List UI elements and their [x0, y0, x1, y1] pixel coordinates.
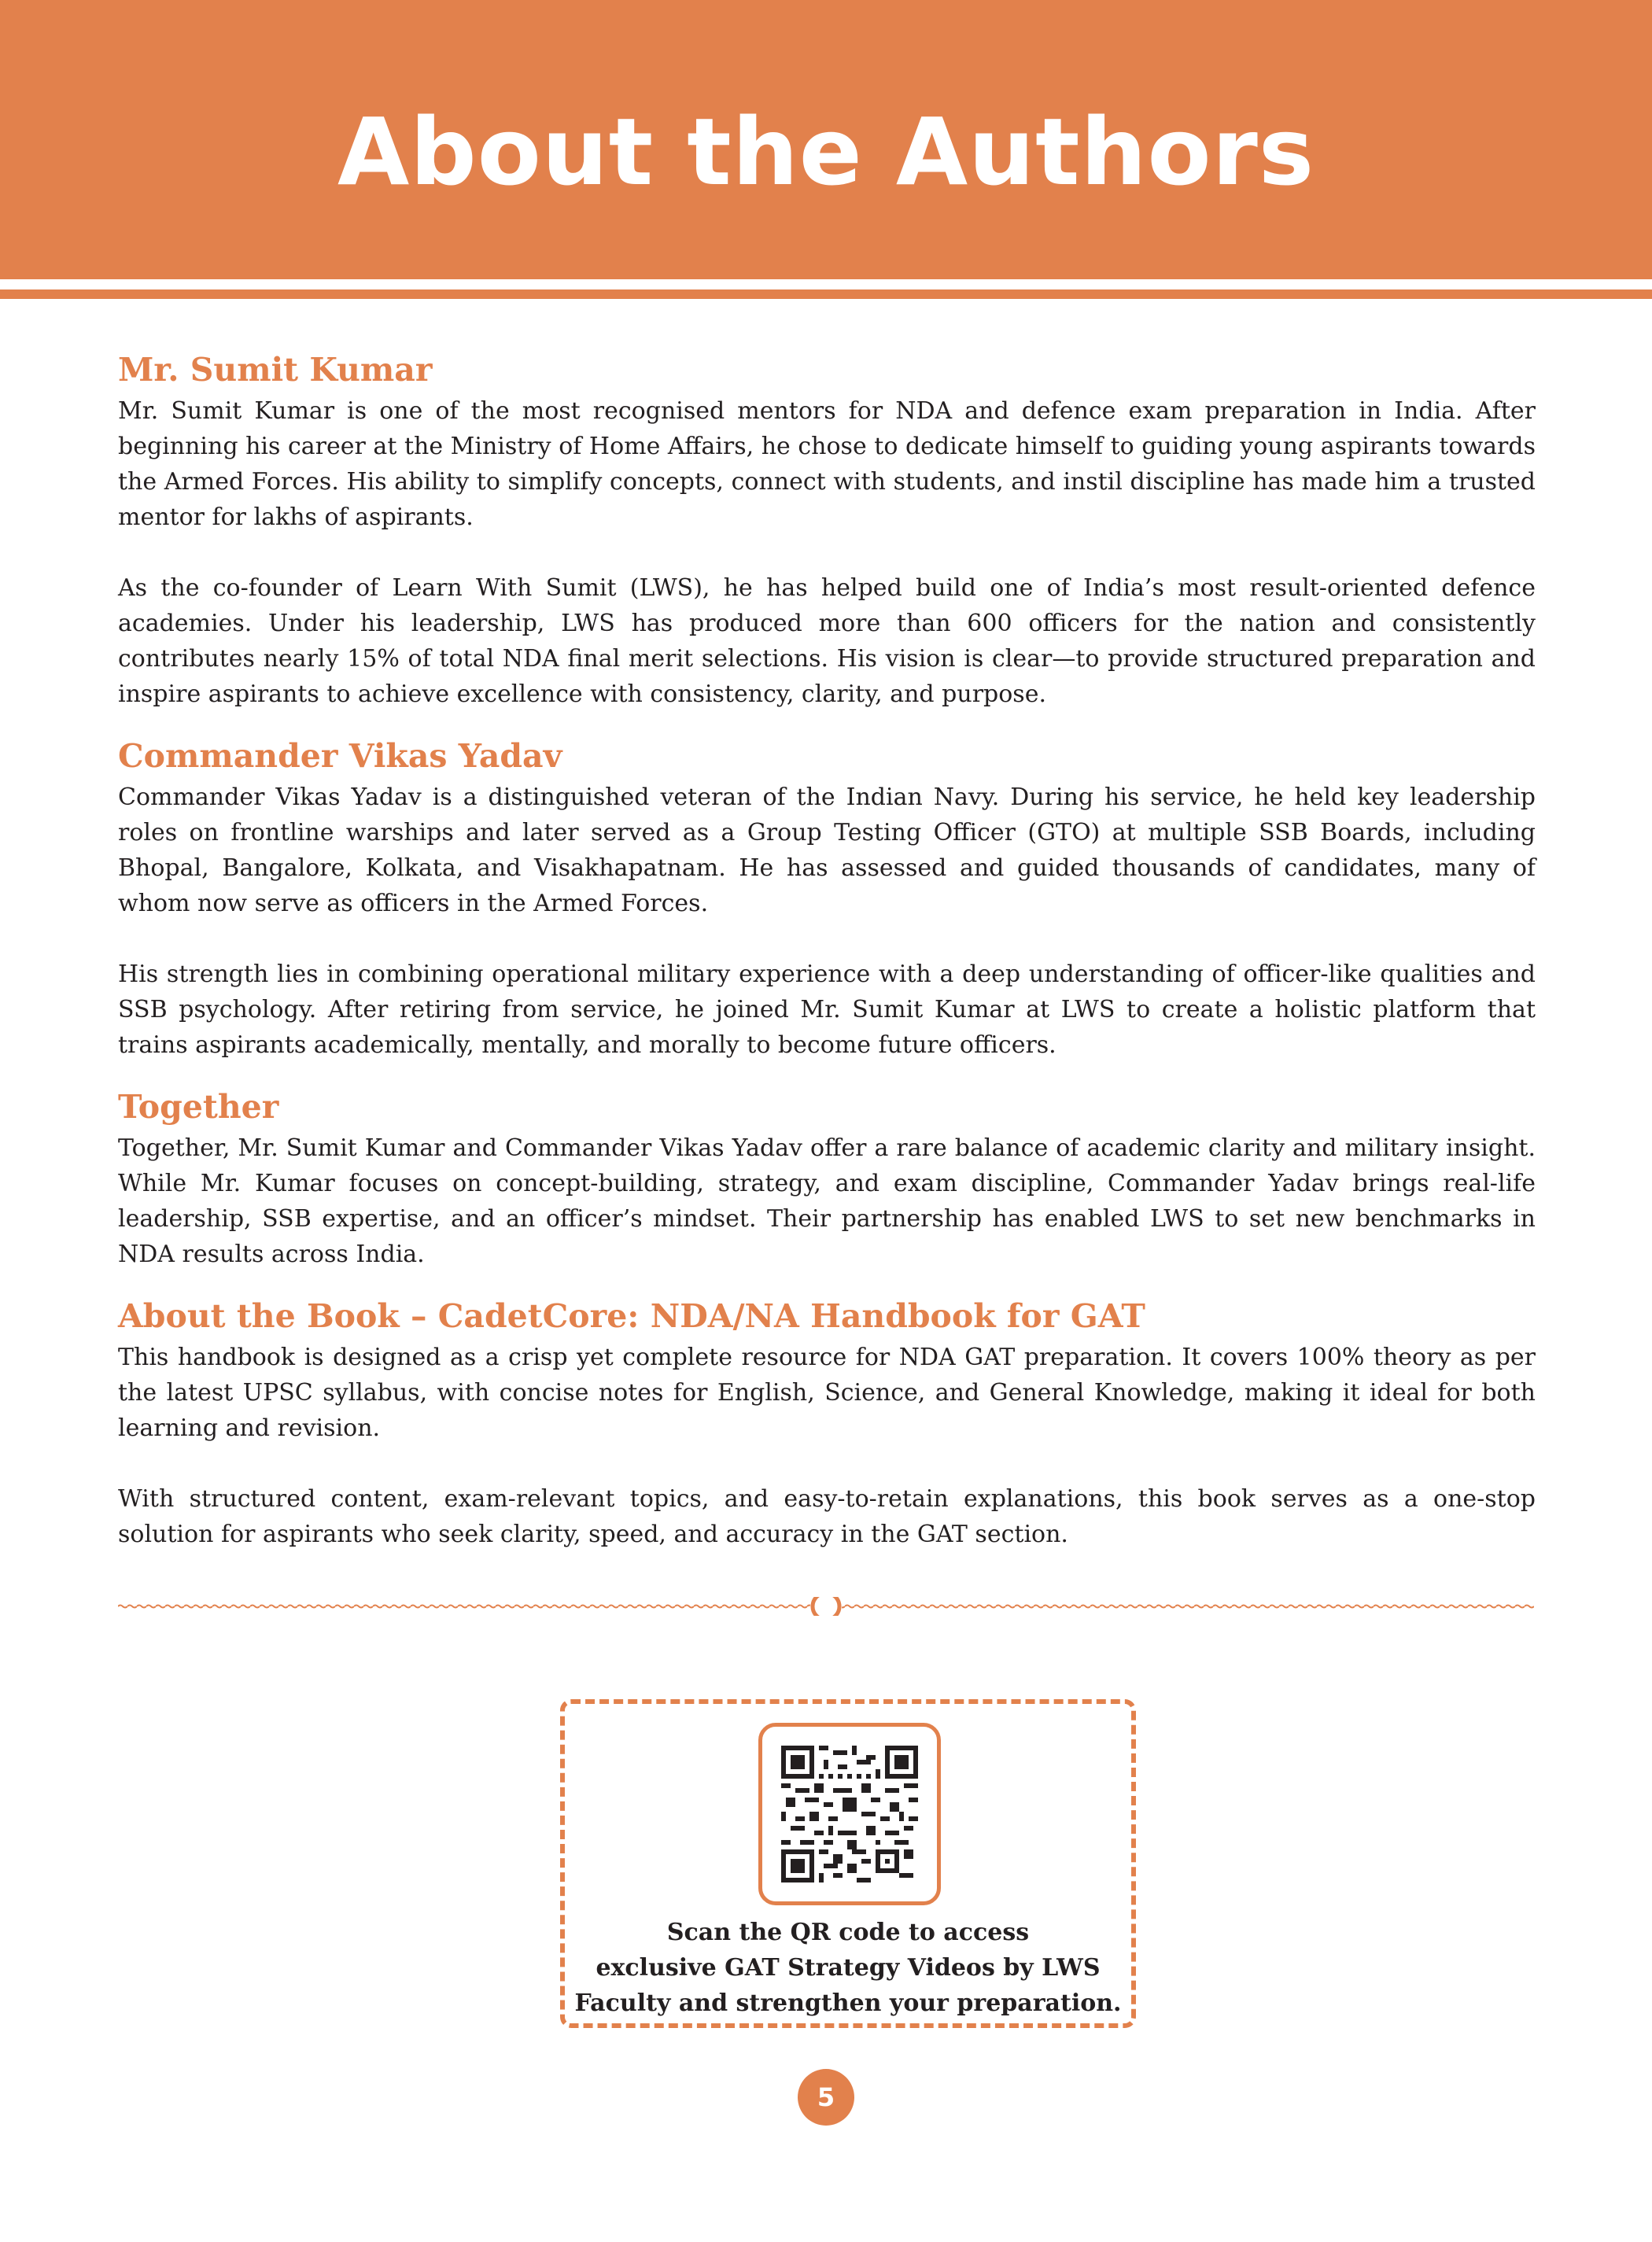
main-content	[118, 346, 1536, 1552]
qr-caption	[565, 1915, 1131, 2021]
paragraph: Together, Mr. Sumit Kumar and Commander Vikas Yadav offer a rare balance of academic clarity and military insight. While Mr. Kumar focuses on concept-building, strategy, and exam discipline, Commander Yadav brings real-life leadership, SSB expertise, and an officer’s mindset. Their partnership has enabled LWS to set new benchmarks in NDA results across India.	[118, 1134, 1536, 1268]
section-together	[118, 1083, 1536, 1272]
paragraph: As the co-founder of Learn With Sumit (LWS), he has helped build one of India’s most result-oriented defence academies. Under his leadership, LWS has produced more than 600 officers for the nation and consistently contributes nearly 15% of total NDA final merit selections. His vision is clear—to provide structured preparation and inspire aspirants to achieve excellence with consistency, clarity, and purpose.	[118, 574, 1536, 708]
divider-circle-icon	[118, 1597, 1534, 1616]
qr-promo-box	[560, 1699, 1136, 2028]
page-number: 5	[798, 2069, 854, 2126]
section-heading: About the Book – CadetCore: NDA/NA Handbook for GAT	[118, 1297, 1145, 1335]
section-sumit-kumar	[118, 346, 1536, 712]
section-heading: Commander Vikas Yadav	[118, 737, 562, 775]
paragraph: Mr. Sumit Kumar is one of the most recognised mentors for NDA and defence exam preparation in India. After beginning his career at the Ministry of Home Affairs, he chose to dedicate himself to guiding young aspirants towards the Armed Forces. His ability to simplify concepts, connect with students, and instil discipline has made him a trusted mentor for lakhs of aspirants.	[118, 397, 1536, 531]
qr-code-icon[interactable]	[781, 1746, 918, 1882]
section-about-book	[118, 1292, 1536, 1552]
qr-caption-line: exclusive GAT Strategy Videos by LWS	[596, 1954, 1101, 1982]
section-vikas-yadav	[118, 732, 1536, 1063]
section-heading: Together	[118, 1088, 279, 1126]
qr-frame	[758, 1723, 941, 1905]
section-heading: Mr. Sumit Kumar	[118, 351, 433, 389]
paragraph: With structured content, exam-relevant topics, and easy-to-retain explanations, this book serves as a one-stop solution for aspirants who seek clarity, speed, and accuracy in the GAT section.	[118, 1485, 1536, 1548]
qr-caption-line: Scan the QR code to access	[666, 1919, 1030, 1946]
paragraph: His strength lies in combining operational military experience with a deep understanding of officer-like qualities and SSB psychology. After retiring from service, he joined Mr. Sumit Kumar at LWS to create a holistic platform that trains aspirants academically, mentally, and morally to become future officers.	[118, 961, 1536, 1059]
header-rule	[0, 289, 1652, 299]
paragraph: Commander Vikas Yadav is a distinguished veteran of the Indian Navy. During his service, he held key leadership roles on frontline warships and later served as a Group Testing Officer (GTO) at multiple SSB Boards, including Bhopal, Bangalore, Kolkata, and Visakhapatnam. He has assessed and guided thousands of candidates, many of whom now serve as officers in the Armed Forces.	[118, 784, 1536, 917]
page-title: About the Authors	[337, 98, 1315, 206]
qr-caption-line: Faculty and strengthen your preparation.	[574, 1989, 1122, 2017]
paragraph: This handbook is designed as a crisp yet complete resource for NDA GAT preparation. It covers 100% theory as per the latest UPSC syllabus, with concise notes for English, Science, and General Knowledge, making it ideal for both learning and revision.	[118, 1344, 1536, 1442]
